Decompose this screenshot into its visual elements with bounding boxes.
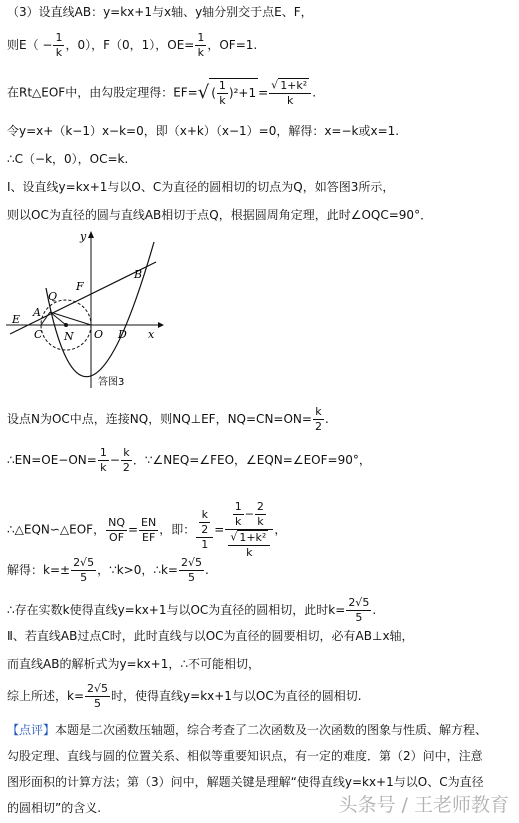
text: 在Rt△EOF中，由勾股定理得：EF=: [7, 85, 198, 100]
line-points-EF: [7, 31, 257, 60]
line-comment-4: 的圆相切”的含义.: [7, 801, 102, 815]
numerator: 2√5: [87, 682, 109, 695]
text: =: [214, 522, 225, 537]
label-B: B: [134, 268, 143, 281]
text: .: [372, 603, 377, 617]
label-F: F: [76, 280, 84, 293]
line-case-2: Ⅱ、若直线AB过点C时，此时直线与以OC为直径的圆要相切，必有AB⊥x轴，: [7, 629, 414, 643]
line-setup: （3）设直线AB：y=kx+1与x轴、y轴分别交于点E、F，: [7, 5, 313, 19]
denominator: k: [235, 515, 242, 528]
denominator: k: [197, 46, 205, 59]
numerator: NQ: [108, 515, 125, 529]
denominator: 5: [355, 611, 363, 624]
text: ∴存在实数k使得直线y=kx+1与以OC为直径的圆相切，此时k=: [7, 603, 346, 617]
line-conclusion: [7, 682, 362, 711]
line-case-2-detail: 而直线AB的解析式为y=kx+1，∴不可能相切，: [7, 657, 260, 671]
line-pythagoras: 在Rt△EOF中，由勾股定理得：EF=√ ( $\frac{1}{k}$ )²+1 = $\frac{\text{√ 1+k²}}{k}$ .: [7, 78, 317, 107]
text: ，: [274, 522, 287, 537]
geometry-figure: [6, 228, 166, 393]
line-point-C: ∴C（−k，0），OC=k.: [7, 152, 129, 166]
denominator: k: [55, 46, 63, 59]
denominator: 1: [201, 538, 209, 551]
denominator: k: [246, 546, 253, 559]
fraction-1-over-k: [98, 446, 109, 475]
text: ∴EN=OE−ON=: [7, 453, 97, 467]
fraction-2sqrt5-over-5: [346, 596, 371, 625]
label-Q: Q: [48, 290, 58, 303]
text: ∴△EQN∽△EOF，: [7, 522, 106, 537]
text: 时，使得直线y=kx+1与以OC为直径的圆相切.: [111, 689, 362, 703]
denominator: k: [100, 461, 107, 474]
parabola: [46, 242, 154, 377]
watermark: 头条号 / 王老师教育: [338, 794, 509, 816]
y-axis-arrow: [88, 231, 94, 238]
text: ，OF=1.: [207, 38, 258, 52]
text: .: [312, 85, 317, 100]
numerator: 2√5: [181, 556, 203, 569]
text: 本题是二次函数压轴题，综合考查了二次函数及一次函数的图象与性质、解方程、: [55, 723, 488, 737]
denominator: 2: [122, 461, 130, 474]
radicand: 1+k²: [280, 79, 308, 92]
comment-tag: 【点评】: [7, 723, 56, 737]
point-N: [64, 323, 68, 327]
denominator: k: [286, 94, 294, 107]
numerator: k: [121, 446, 132, 461]
text: ，即：: [159, 522, 196, 537]
label-O: O: [94, 328, 104, 341]
fraction-2sqrt5-over-5: [85, 682, 110, 711]
denominator: 5: [80, 571, 88, 584]
fraction-compound: $\frac{1}{k}$ − $\frac{2}{k}$ $\frac{\text{√ 1+k²}}{k}$: [225, 500, 273, 560]
fraction-k-over-2: [313, 405, 324, 434]
line-exists-k: [7, 596, 376, 625]
line-similar-triangles: [7, 500, 286, 560]
segment-QO: [50, 312, 91, 325]
text: ．∵∠NEQ=∠FEO，∠EQN=∠EOF=90°，: [132, 453, 371, 467]
numerator: 1: [197, 31, 205, 44]
numerator: 1: [99, 446, 107, 459]
text: ，0），F（0，1），OE=: [65, 38, 195, 52]
fraction-1-over-k: [195, 31, 206, 60]
sqrt-expression: √ ( $\frac{1}{k}$ )²+1: [197, 79, 257, 107]
label-N: N: [64, 330, 74, 343]
label-D: D: [118, 328, 127, 341]
denominator: k: [257, 515, 264, 528]
line-comment-3: 图形面积的计算方法；第（3）问中，解题关键是理解“使得直线y=kx+1与以O、C为直径: [7, 775, 484, 789]
text: 设点N为OC中点，连接NQ，则NQ⊥EF，NQ=CN=ON=: [7, 412, 312, 426]
x-axis-arrow: [158, 322, 164, 328]
line-comment: [7, 721, 487, 739]
fraction-1-over-k: [217, 79, 228, 108]
radicand: 1+k²: [239, 531, 267, 544]
text: −: [109, 453, 120, 467]
fraction-2sqrt5-over-5: [179, 556, 204, 585]
numerator: 2: [256, 500, 264, 513]
fraction-EN-EF: [139, 516, 158, 545]
text: .: [324, 412, 329, 426]
line-solve-roots: 令y=x+（k−1）x−k=0，即（x+k）（x−1）=0，解得：x=−k或x=1.: [7, 124, 400, 138]
figure-caption: 答图3: [98, 377, 125, 388]
numerator: 2√5: [73, 556, 95, 569]
numerator: 1: [55, 31, 63, 44]
numerator: 1: [218, 79, 226, 92]
line-solve-k: [7, 556, 209, 585]
fraction-1-over-k: [53, 31, 64, 60]
denominator: 2: [201, 523, 209, 536]
fraction-NQ-OF: [106, 516, 127, 545]
label-x: x: [148, 328, 155, 341]
line-comment-2: 勾股定理、直线与圆的位置关系、相似等重要知识点，有一定的难度．第（2）问中，注意: [7, 749, 483, 763]
text: 则E（ −: [7, 38, 53, 52]
text: .: [205, 563, 209, 577]
text: 综上所述，k=: [7, 689, 85, 703]
numerator: 2√5: [348, 596, 370, 609]
text: ，∵k>0，∴k=: [97, 563, 178, 577]
denominator: 2: [314, 420, 322, 433]
numerator: 1: [234, 500, 242, 513]
denominator: k: [219, 94, 226, 107]
label-E: E: [12, 313, 21, 326]
numerator: k: [313, 405, 324, 420]
numerator: EN: [141, 515, 157, 529]
line-case-1: Ⅰ、设直线y=kx+1与以O、C为直径的圆相切的切点为Q，如答图3所示，: [7, 180, 395, 194]
fraction-k2-over-1: [196, 508, 213, 552]
line-EN: [7, 446, 371, 475]
line-midpoint-N: [7, 405, 329, 434]
label-C: C: [34, 328, 43, 341]
denominator: OF: [109, 530, 125, 544]
label-y: y: [80, 230, 87, 243]
label-A: A: [33, 306, 41, 319]
denominator: EF: [142, 530, 156, 544]
numerator: k: [199, 508, 210, 523]
text: 解得：k=±: [7, 563, 71, 577]
text: =: [127, 522, 139, 537]
fraction-sqrt-over-k: $\frac{\text{√ 1+k²}}{k}$: [269, 78, 311, 108]
fraction-2sqrt5-over-5: [71, 556, 96, 585]
denominator: 5: [188, 571, 195, 584]
fraction-k-over-2: [121, 446, 132, 475]
denominator: 5: [94, 697, 102, 710]
line-case-1-detail: 则以OC为直径的圆与直线AB相切于点Q，根据圆周角定理，此时∠OQC=90°．: [7, 208, 433, 222]
